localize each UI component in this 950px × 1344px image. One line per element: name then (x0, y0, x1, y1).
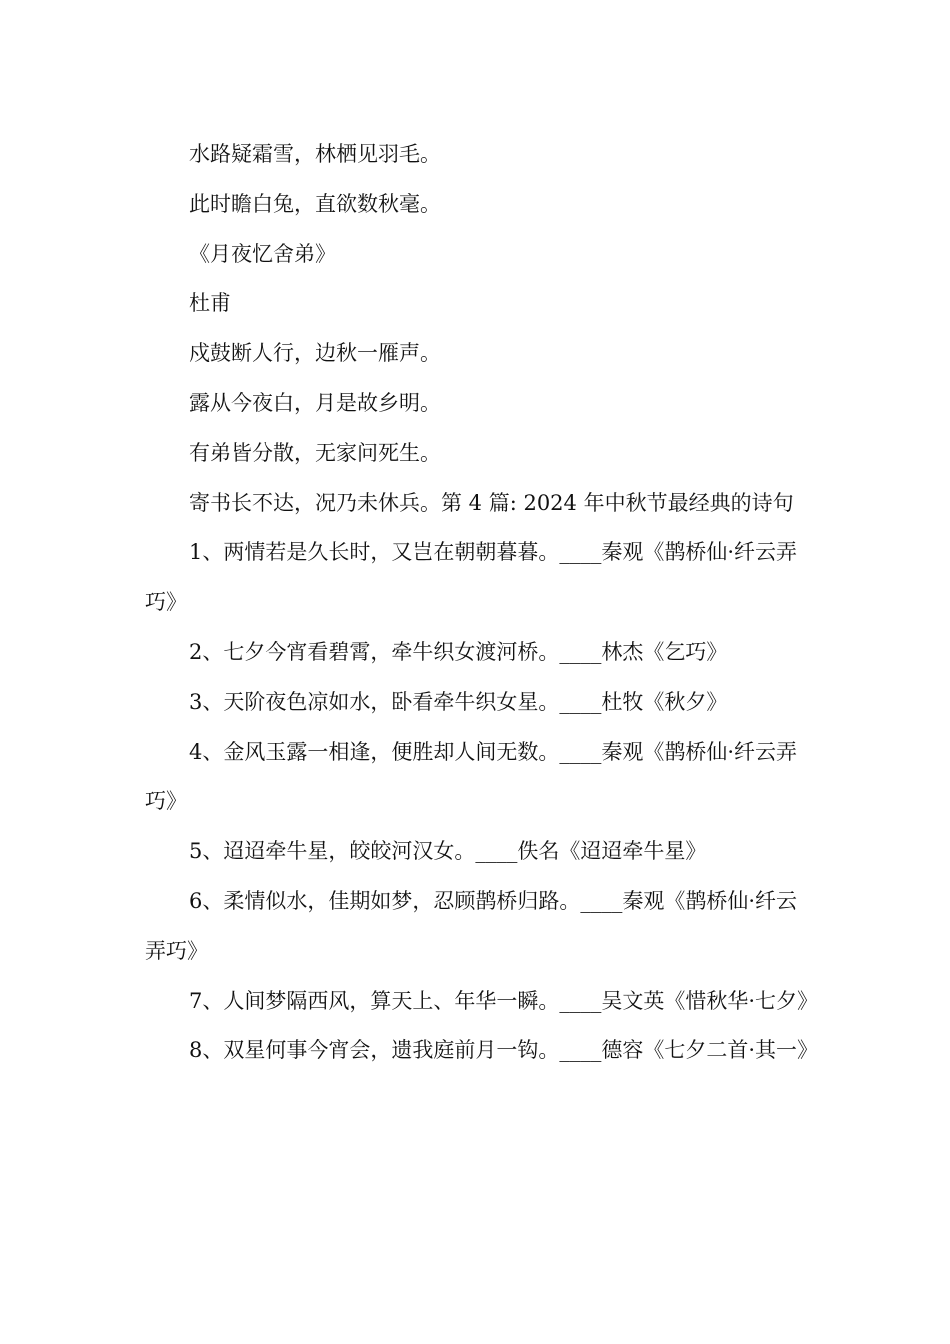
poem-title: 《月夜忆舍弟》 (189, 241, 336, 266)
poem-line: 水路疑霜雪，林栖见羽毛。 (189, 142, 441, 166)
section-heading-paragraph: 寄书长不达，况乃未休兵。第 4 篇: 2024 年中秋节最经典的诗句 (189, 490, 794, 515)
quote-item: 5、迢迢牵牛星，皎皎河汉女。____佚名《迢迢牵牛星》 (189, 839, 707, 864)
quote-item: 8、双星何事今宵会，遗我庭前月一钩。____德容《七夕二首·其一》 (189, 1038, 819, 1063)
poem-line: 露从今夜白，月是故乡明。 (189, 390, 441, 415)
poem-author: 杜甫 (189, 291, 231, 316)
quote-item: 3、天阶夜色凉如水，卧看牵牛织女星。____杜牧《秋夕》 (189, 689, 728, 714)
quote-item: 7、人间梦隔西风，算天上、年华一瞬。____吴文英《惜秋华·七夕》 (189, 988, 819, 1013)
poem-line: 戍鼓断人行，边秋一雁声。 (189, 341, 441, 366)
quote-item: 1、两情若是久长时，又岂在朝朝暮暮。____秦观《鹊桥仙·纤云弄巧》 (145, 540, 798, 615)
document-body (145, 130, 819, 1076)
quote-item: 6、柔情似水，佳期如梦，忍顾鹊桥归路。____秦观《鹊桥仙·纤云弄巧》 (145, 888, 798, 963)
poem-line: 有弟皆分散，无家问死生。 (189, 440, 441, 465)
poem-line: 此时瞻白兔，直欲数秋毫。 (189, 191, 441, 216)
quote-item: 2、七夕今宵看碧霄，牵牛织女渡河桥。____林杰《乞巧》 (189, 639, 728, 664)
quote-item: 4、金风玉露一相逢，便胜却人间无数。____秦观《鹊桥仙·纤云弄巧》 (145, 739, 798, 814)
